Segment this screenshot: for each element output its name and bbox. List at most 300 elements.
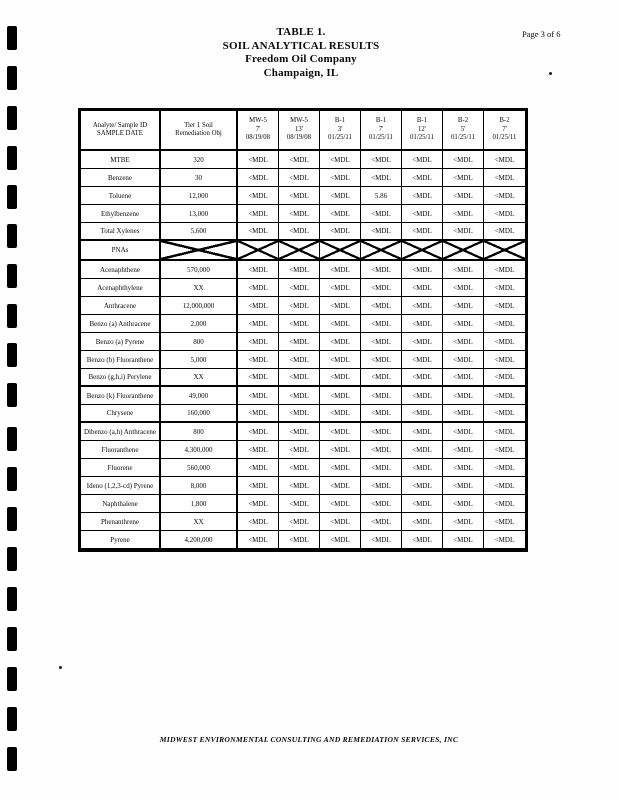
analyte-label-line: Benzo (a) Pyrene [95,337,145,346]
result-cell-line: <MDL [330,517,350,526]
result-cell [402,351,443,369]
result-cell-line: <MDL [412,481,432,490]
result-cell [279,495,320,513]
result-cell-line: <MDL [371,517,391,526]
result-cell-line: <MDL [248,155,268,164]
result-cell [361,405,402,423]
result-cell [238,351,279,369]
result-cell-line: <MDL [412,337,432,346]
tier-value-cell-line: XX [193,283,204,292]
result-cell [484,223,525,241]
crossed-cell [402,241,443,261]
result-cell [402,315,443,333]
scan-speck [549,72,552,75]
result-cell-line: <MDL [453,499,473,508]
result-cell [402,531,443,549]
analyte-label [81,531,161,549]
analyte-label-line: Fluoranthene [101,445,139,454]
tier-value-cell-line: 800 [193,427,204,436]
result-cell-line: <MDL [330,355,350,364]
result-cell-line: <MDL [453,409,473,417]
result-cell [320,151,361,169]
result-cell [402,261,443,279]
result-cell-line: <MDL [330,445,350,454]
result-cell [320,223,361,241]
result-cell-line: <MDL [330,409,350,417]
result-cell-line: <MDL [412,535,432,544]
result-cell [443,441,484,459]
result-cell [320,279,361,297]
result-cell-line: <MDL [289,427,309,436]
tier-value-cell-line: 12,000 [188,191,209,200]
result-cell [320,441,361,459]
result-cell [320,477,361,495]
tier-value-cell [161,387,238,405]
result-cell-line: <MDL [494,373,515,381]
tier-value-cell [161,495,238,513]
analyte-label [81,333,161,351]
result-cell-line: <MDL [453,517,473,526]
analyte-label-line: Benzene [107,173,133,182]
header-sample-column-line: 7' [502,125,507,133]
result-cell-line: <MDL [371,427,391,436]
result-cell-line: <MDL [289,173,309,182]
result-cell [361,297,402,315]
tier-value-cell-line: 8,000 [190,481,207,490]
header-sample-column-line: 01/25/11 [410,134,434,142]
tier-value-cell [161,405,238,423]
result-cell [320,531,361,549]
binder-hole [7,343,17,367]
result-cell [320,187,361,205]
result-cell [361,151,402,169]
header-sample-column [279,111,320,151]
result-cell [402,279,443,297]
header-sample-column-line: 5' [460,125,466,133]
result-cell-line: <MDL [453,301,473,310]
header-sample-column-line: 01/25/11 [492,134,517,142]
analyte-label-line: Fluorene [107,463,133,472]
analyte-label-line: Benzo (k) Fluoranthene [86,391,154,400]
result-cell [320,205,361,223]
tier-value-cell [161,223,238,241]
result-cell-line: <MDL [330,173,350,182]
result-cell [238,315,279,333]
analyte-label-line: MTBE [110,155,130,164]
analyte-label [81,187,161,205]
result-cell [443,333,484,351]
crossed-cell [238,241,279,261]
result-cell-line: <MDL [494,391,515,400]
result-cell-line: <MDL [289,301,309,310]
result-cell [279,387,320,405]
result-cell [279,261,320,279]
header-sample-column [361,111,402,151]
result-cell [279,297,320,315]
result-cell-line: <MDL [330,209,350,218]
result-cell [402,477,443,495]
analyte-label [81,241,161,261]
document-title-block [78,26,524,80]
result-cell-line: <MDL [248,463,268,472]
result-cell [238,169,279,187]
result-cell [443,477,484,495]
result-cell [443,223,484,241]
table-subtitle: SOIL ANALYTICAL RESULTS [222,39,380,52]
tier-value-cell-line: 30 [195,173,202,182]
header-sample-column [238,111,279,151]
result-cell-line: <MDL [330,227,350,235]
binder-hole [7,383,17,407]
tier-value-cell [161,513,238,531]
result-cell [279,513,320,531]
analyte-label-line: Ideno (1,2,3-cd) Pyrene [86,481,154,490]
result-cell-line: <MDL [494,463,515,472]
analyte-label-line: PNAs [111,246,129,254]
result-cell-line: <MDL [330,155,350,164]
result-cell-line: <MDL [412,173,432,182]
result-cell [484,459,525,477]
analyte-label [81,513,161,531]
result-cell-line: <MDL [248,355,268,364]
result-cell-line: <MDL [412,319,432,328]
result-cell-line: <MDL [289,283,309,292]
result-cell-line: <MDL [371,173,391,182]
result-cell-line: <MDL [371,481,391,490]
result-cell [320,333,361,351]
result-cell [484,495,525,513]
result-cell-line: <MDL [289,517,309,526]
result-cell-line: <MDL [248,535,268,544]
result-cell [443,297,484,315]
header-sample-column-line: 08/19/08 [286,134,312,142]
result-cell [238,441,279,459]
result-cell [361,187,402,205]
result-cell [402,387,443,405]
result-cell-line: <MDL [453,209,473,218]
result-cell-line: <MDL [289,535,309,544]
result-cell-line: <MDL [494,283,515,292]
result-cell-line: <MDL [494,209,515,218]
result-cell-line: <MDL [453,283,473,292]
header-analyte-column [81,111,161,151]
header-sample-column [402,111,443,151]
header-sample-column-line: 7' [378,125,384,133]
analyte-label-line: Dibenzo (a,h) Anthracene [83,427,157,436]
tier-value-cell [161,423,238,441]
result-cell-line: <MDL [289,499,309,508]
result-cell-line: <MDL [371,535,391,544]
analyte-label [81,477,161,495]
result-cell-line: <MDL [330,427,350,436]
result-cell [238,405,279,423]
tier-value-cell-line: 12,000,000 [182,301,215,310]
tier-value-cell-line: 5,600 [190,227,207,235]
binder-hole [7,146,17,170]
binder-hole [7,467,17,491]
header-sample-column-line: 01/25/11 [328,134,352,142]
binder-hole [7,707,17,731]
result-cell-line: <MDL [371,445,391,454]
tier-value-cell [161,279,238,297]
header-sample-column-line: 01/25/11 [451,134,475,142]
tier-value-cell [161,169,238,187]
header-sample-column-line: B-1 [334,117,346,125]
result-cell [238,187,279,205]
result-cell-line: <MDL [289,337,309,346]
header-sample-column-line: 08/19/08 [245,134,271,142]
result-cell [402,223,443,241]
result-cell-line: <MDL [371,355,391,364]
tier-value-cell-line: 4,200,000 [184,535,213,544]
result-cell-line: <MDL [289,265,309,274]
tier-value-cell [161,205,238,223]
header-sample-column-line: 12' [417,125,427,133]
result-cell [402,297,443,315]
result-cell [320,297,361,315]
header-analyte-column-line: Analyte/ Sample ID [92,121,148,129]
analyte-label [81,495,161,513]
tier-value-cell [161,315,238,333]
result-cell-line: <MDL [494,265,515,274]
result-cell [484,387,525,405]
analyte-label [81,261,161,279]
result-cell-line: <MDL [371,265,391,274]
result-cell [320,169,361,187]
result-cell [443,151,484,169]
analyte-label-line: Acenaphthylene [97,283,143,292]
result-cell-line: <MDL [412,209,432,218]
tier-value-cell-line: 1,800 [190,499,207,508]
tier-value-cell-line: 570,000 [187,265,210,274]
result-cell-line: <MDL [412,355,432,364]
header-sample-column [443,111,484,151]
result-cell [402,169,443,187]
result-cell-line: <MDL [371,373,391,381]
result-cell-line: <MDL [248,337,268,346]
tier-value-cell [161,441,238,459]
analytical-results-table [78,108,528,552]
result-cell-line: <MDL [330,391,350,400]
result-cell-line: <MDL [494,227,515,235]
result-cell-line: <MDL [371,209,391,218]
result-cell [443,205,484,223]
result-cell-line: <MDL [371,499,391,508]
tier-value-cell [161,297,238,315]
result-cell-line: <MDL [371,391,391,400]
result-cell-line: <MDL [289,191,309,200]
result-cell [484,369,525,387]
result-cell-line: <MDL [494,481,515,490]
binder-hole [7,26,17,50]
result-cell-line: <MDL [412,155,432,164]
result-cell-line: <MDL [248,319,268,328]
result-cell-line: <MDL [494,499,515,508]
result-cell-line: <MDL [330,373,350,381]
result-cell-line: <MDL [494,191,515,200]
result-cell-line: <MDL [248,191,268,200]
result-cell-line: <MDL [289,155,309,164]
result-cell [443,423,484,441]
result-cell-line: <MDL [289,319,309,328]
result-cell-line: <MDL [453,373,473,381]
result-cell [443,261,484,279]
result-cell [238,205,279,223]
header-sample-column-line: B-2 [499,117,510,125]
crossed-cell [484,241,525,261]
result-cell [238,513,279,531]
result-cell [361,169,402,187]
result-cell-line: <MDL [248,499,268,508]
result-cell [402,423,443,441]
result-cell [484,531,525,549]
binder-hole [7,667,17,691]
result-cell [361,459,402,477]
binder-hole [7,264,17,288]
analyte-label [81,223,161,241]
result-cell [238,333,279,351]
binder-hole [7,304,17,328]
result-cell [484,477,525,495]
result-cell [402,333,443,351]
result-cell [361,261,402,279]
result-cell-line: <MDL [330,463,350,472]
result-cell [484,279,525,297]
header-sample-column-line: B-1 [416,117,428,125]
result-cell [279,187,320,205]
result-cell-line: <MDL [453,355,473,364]
header-analyte-column-line: SAMPLE DATE [97,130,143,137]
result-cell-line: <MDL [371,409,391,417]
result-cell [443,187,484,205]
tier-value-cell-line: 800 [193,337,204,346]
result-cell [361,387,402,405]
result-cell [320,459,361,477]
result-cell [279,205,320,223]
tier-value-cell-line: 2,000 [190,319,207,328]
result-cell [320,423,361,441]
result-cell-line: <MDL [412,445,432,454]
binder-hole [7,106,17,130]
result-cell [238,151,279,169]
result-cell [443,351,484,369]
company-name: Freedom Oil Company [245,53,357,65]
analyte-label [81,405,161,423]
analyte-label-line: Total Xylenes [100,227,140,235]
result-cell-line: <MDL [248,427,268,436]
result-cell [361,315,402,333]
tier-value-cell-line: 13,000 [188,209,209,218]
result-cell [443,495,484,513]
result-cell [361,369,402,387]
analyte-label [81,351,161,369]
result-cell-line: <MDL [248,227,268,235]
result-cell [402,369,443,387]
result-cell-line: <MDL [289,209,309,218]
company-location: Champaign, IL [263,66,339,79]
result-cell [484,441,525,459]
result-cell-line: 5.86 [374,191,388,200]
analyte-label-line: Chrysene [106,409,134,417]
result-cell-line: <MDL [412,265,432,274]
result-cell-line: <MDL [371,301,391,310]
result-cell-line: <MDL [453,391,473,400]
result-cell-line: <MDL [330,499,350,508]
analyte-label-line: Pyrene [110,535,130,544]
tier-value-cell-line: 49,000 [188,391,209,400]
result-cell [402,405,443,423]
result-cell-line: <MDL [330,481,350,490]
result-cell-line: <MDL [453,173,473,182]
result-cell-line: <MDL [371,155,391,164]
result-cell [279,351,320,369]
result-cell [279,531,320,549]
analyte-label [81,205,161,223]
analyte-label [81,441,161,459]
tier-value-cell-line: 160,000 [187,409,210,417]
result-cell-line: <MDL [494,355,515,364]
analyte-label [81,459,161,477]
result-cell [361,513,402,531]
result-cell [320,351,361,369]
binder-hole [7,747,17,771]
result-cell [402,205,443,223]
tier-value-cell [161,369,238,387]
header-sample-column-line: 01/25/11 [369,134,393,142]
result-cell-line: <MDL [248,391,268,400]
result-cell [443,459,484,477]
result-cell-line: <MDL [453,227,473,235]
analyte-label [81,297,161,315]
result-cell [238,495,279,513]
crossed-cell [443,241,484,261]
tier-value-cell-line: XX [193,517,204,526]
result-cell [320,369,361,387]
result-cell-line: <MDL [289,481,309,490]
binder-hole [7,547,17,571]
result-cell-line: <MDL [289,409,309,417]
result-cell [279,441,320,459]
tier-value-cell-line: 4,300,000 [184,445,213,454]
result-cell [320,405,361,423]
header-tier-column [161,111,238,151]
result-cell [279,477,320,495]
result-cell [361,351,402,369]
header-sample-column-line: 13' [294,125,304,133]
analyte-label [81,423,161,441]
tier-value-cell-line: 560,000 [187,463,210,472]
result-cell [402,459,443,477]
result-cell [238,477,279,495]
binder-hole [7,507,17,531]
analyte-label [81,387,161,405]
result-cell-line: <MDL [412,517,432,526]
result-cell [238,531,279,549]
result-cell [443,169,484,187]
binder-hole [7,185,17,209]
result-cell [443,369,484,387]
result-cell [484,261,525,279]
page-number-label: Page 3 of 6 [522,29,561,39]
crossed-cell [161,241,238,261]
result-cell [279,315,320,333]
result-cell [402,495,443,513]
analyte-label-line: Ethylbenzene [100,209,140,218]
result-cell-line: <MDL [453,445,473,454]
consultant-footer: MIDWEST ENVIRONMENTAL CONSULTING AND REMEDIATION SERVICES, INC [159,735,459,744]
result-cell [279,223,320,241]
result-cell [279,151,320,169]
